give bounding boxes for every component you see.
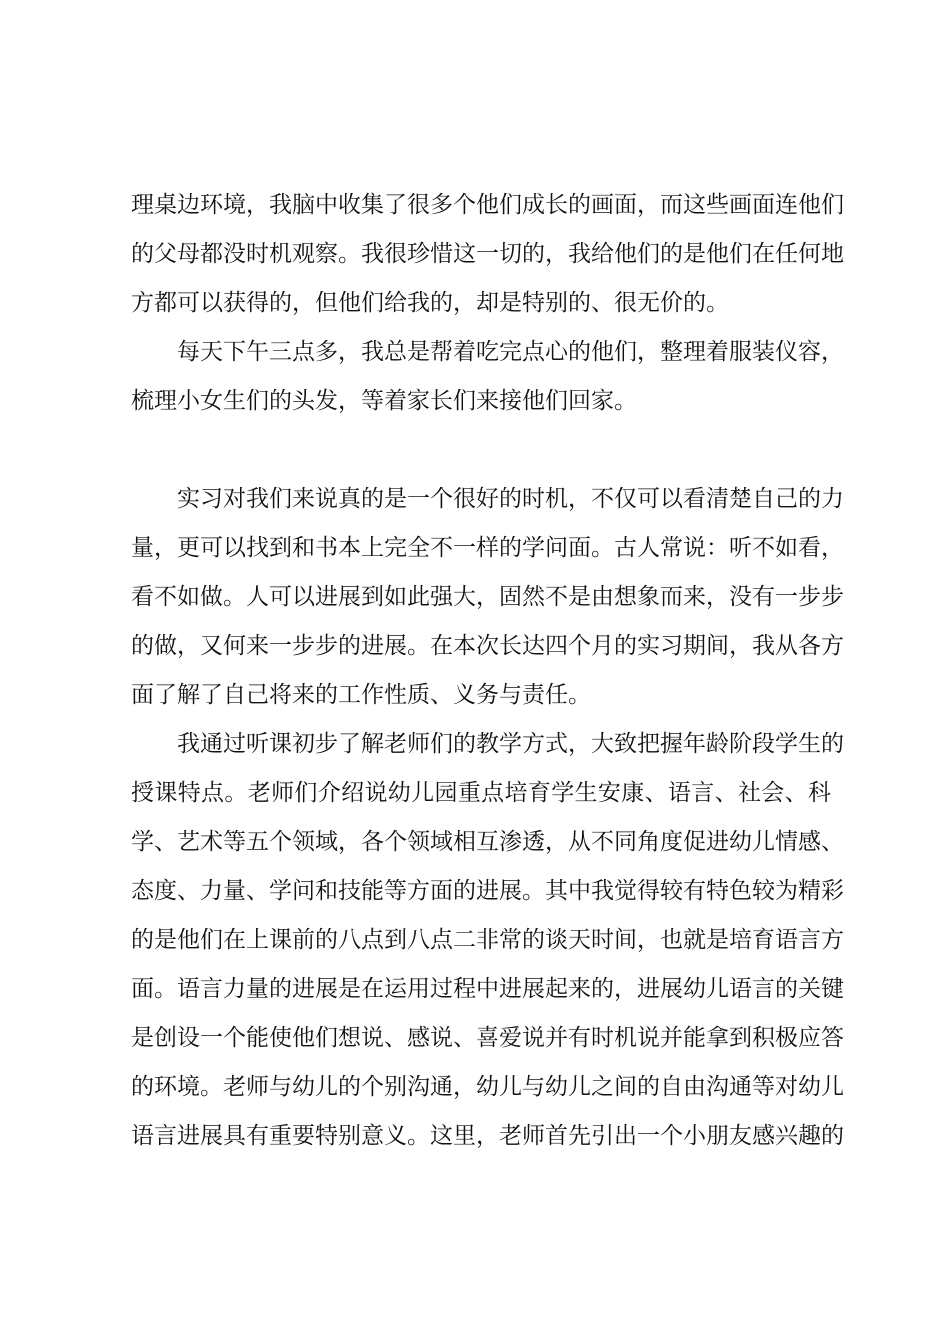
paragraph-line: 面了解了自己将来的工作性质、义务与责任。 <box>131 682 591 708</box>
paragraph-line: 的是他们在上课前的八点到八点二非常的谈天时间，也就是培育语言方 <box>131 927 844 953</box>
paragraph-line: 态度、力量、学问和技能等方面的进展。其中我觉得较有特色较为精彩 <box>131 878 844 904</box>
paragraph-line: 语言进展具有重要特别意义。这里，老师首先引出一个小朋友感兴趣的 <box>131 1123 844 1149</box>
paragraph-line: 授课特点。老师们介绍说幼儿园重点培育学生安康、语言、社会、科 <box>131 780 831 806</box>
paragraph-line: 的环境。老师与幼儿的个别沟通，幼儿与幼儿之间的自由沟通等对幼儿 <box>131 1074 844 1100</box>
paragraph-line: 面。语言力量的进展是在运用过程中进展起来的，进展幼儿语言的关键 <box>131 976 844 1002</box>
paragraph-line: 方都可以获得的，但他们给我的，却是特别的、很无价的。 <box>131 290 729 316</box>
paragraph-line: 量，更可以找到和书本上完全不一样的学问面。古人常说：听不如看， <box>131 535 844 561</box>
paragraph-line: 每天下午三点多，我总是帮着吃完点心的他们，整理着服装仪容， <box>177 339 844 365</box>
text-block-top <box>131 181 844 426</box>
paragraph-line: 学、艺术等五个领域，各个领域相互渗透，从不同角度促进幼儿情感、 <box>131 829 844 855</box>
paragraph-line: 的做，又何来一步步的进展。在本次长达四个月的实习期间，我从各方 <box>131 633 844 659</box>
paragraph-line: 我通过听课初步了解老师们的教学方式，大致把握年龄阶段学生的 <box>177 731 844 757</box>
paragraph-line: 的父母都没时机观察。我很珍惜这一切的，我给他们的是他们在任何地 <box>131 241 844 267</box>
paragraph-line: 梳理小女生们的头发，等着家长们来接他们回家。 <box>131 388 637 414</box>
paragraph-line: 理桌边环境，我脑中收集了很多个他们成长的画面，而这些画面连他们 <box>131 192 844 218</box>
paragraph-line: 实习对我们来说真的是一个很好的时机，不仅可以看清楚自己的力 <box>177 486 844 512</box>
paragraph-line: 看不如做。人可以进展到如此强大，固然不是由想象而来，没有一步步 <box>131 584 844 610</box>
text-block-main <box>131 475 844 1161</box>
paragraph-line: 是创设一个能使他们想说、感说、喜爱说并有时机说并能拿到积极应答 <box>131 1025 844 1051</box>
